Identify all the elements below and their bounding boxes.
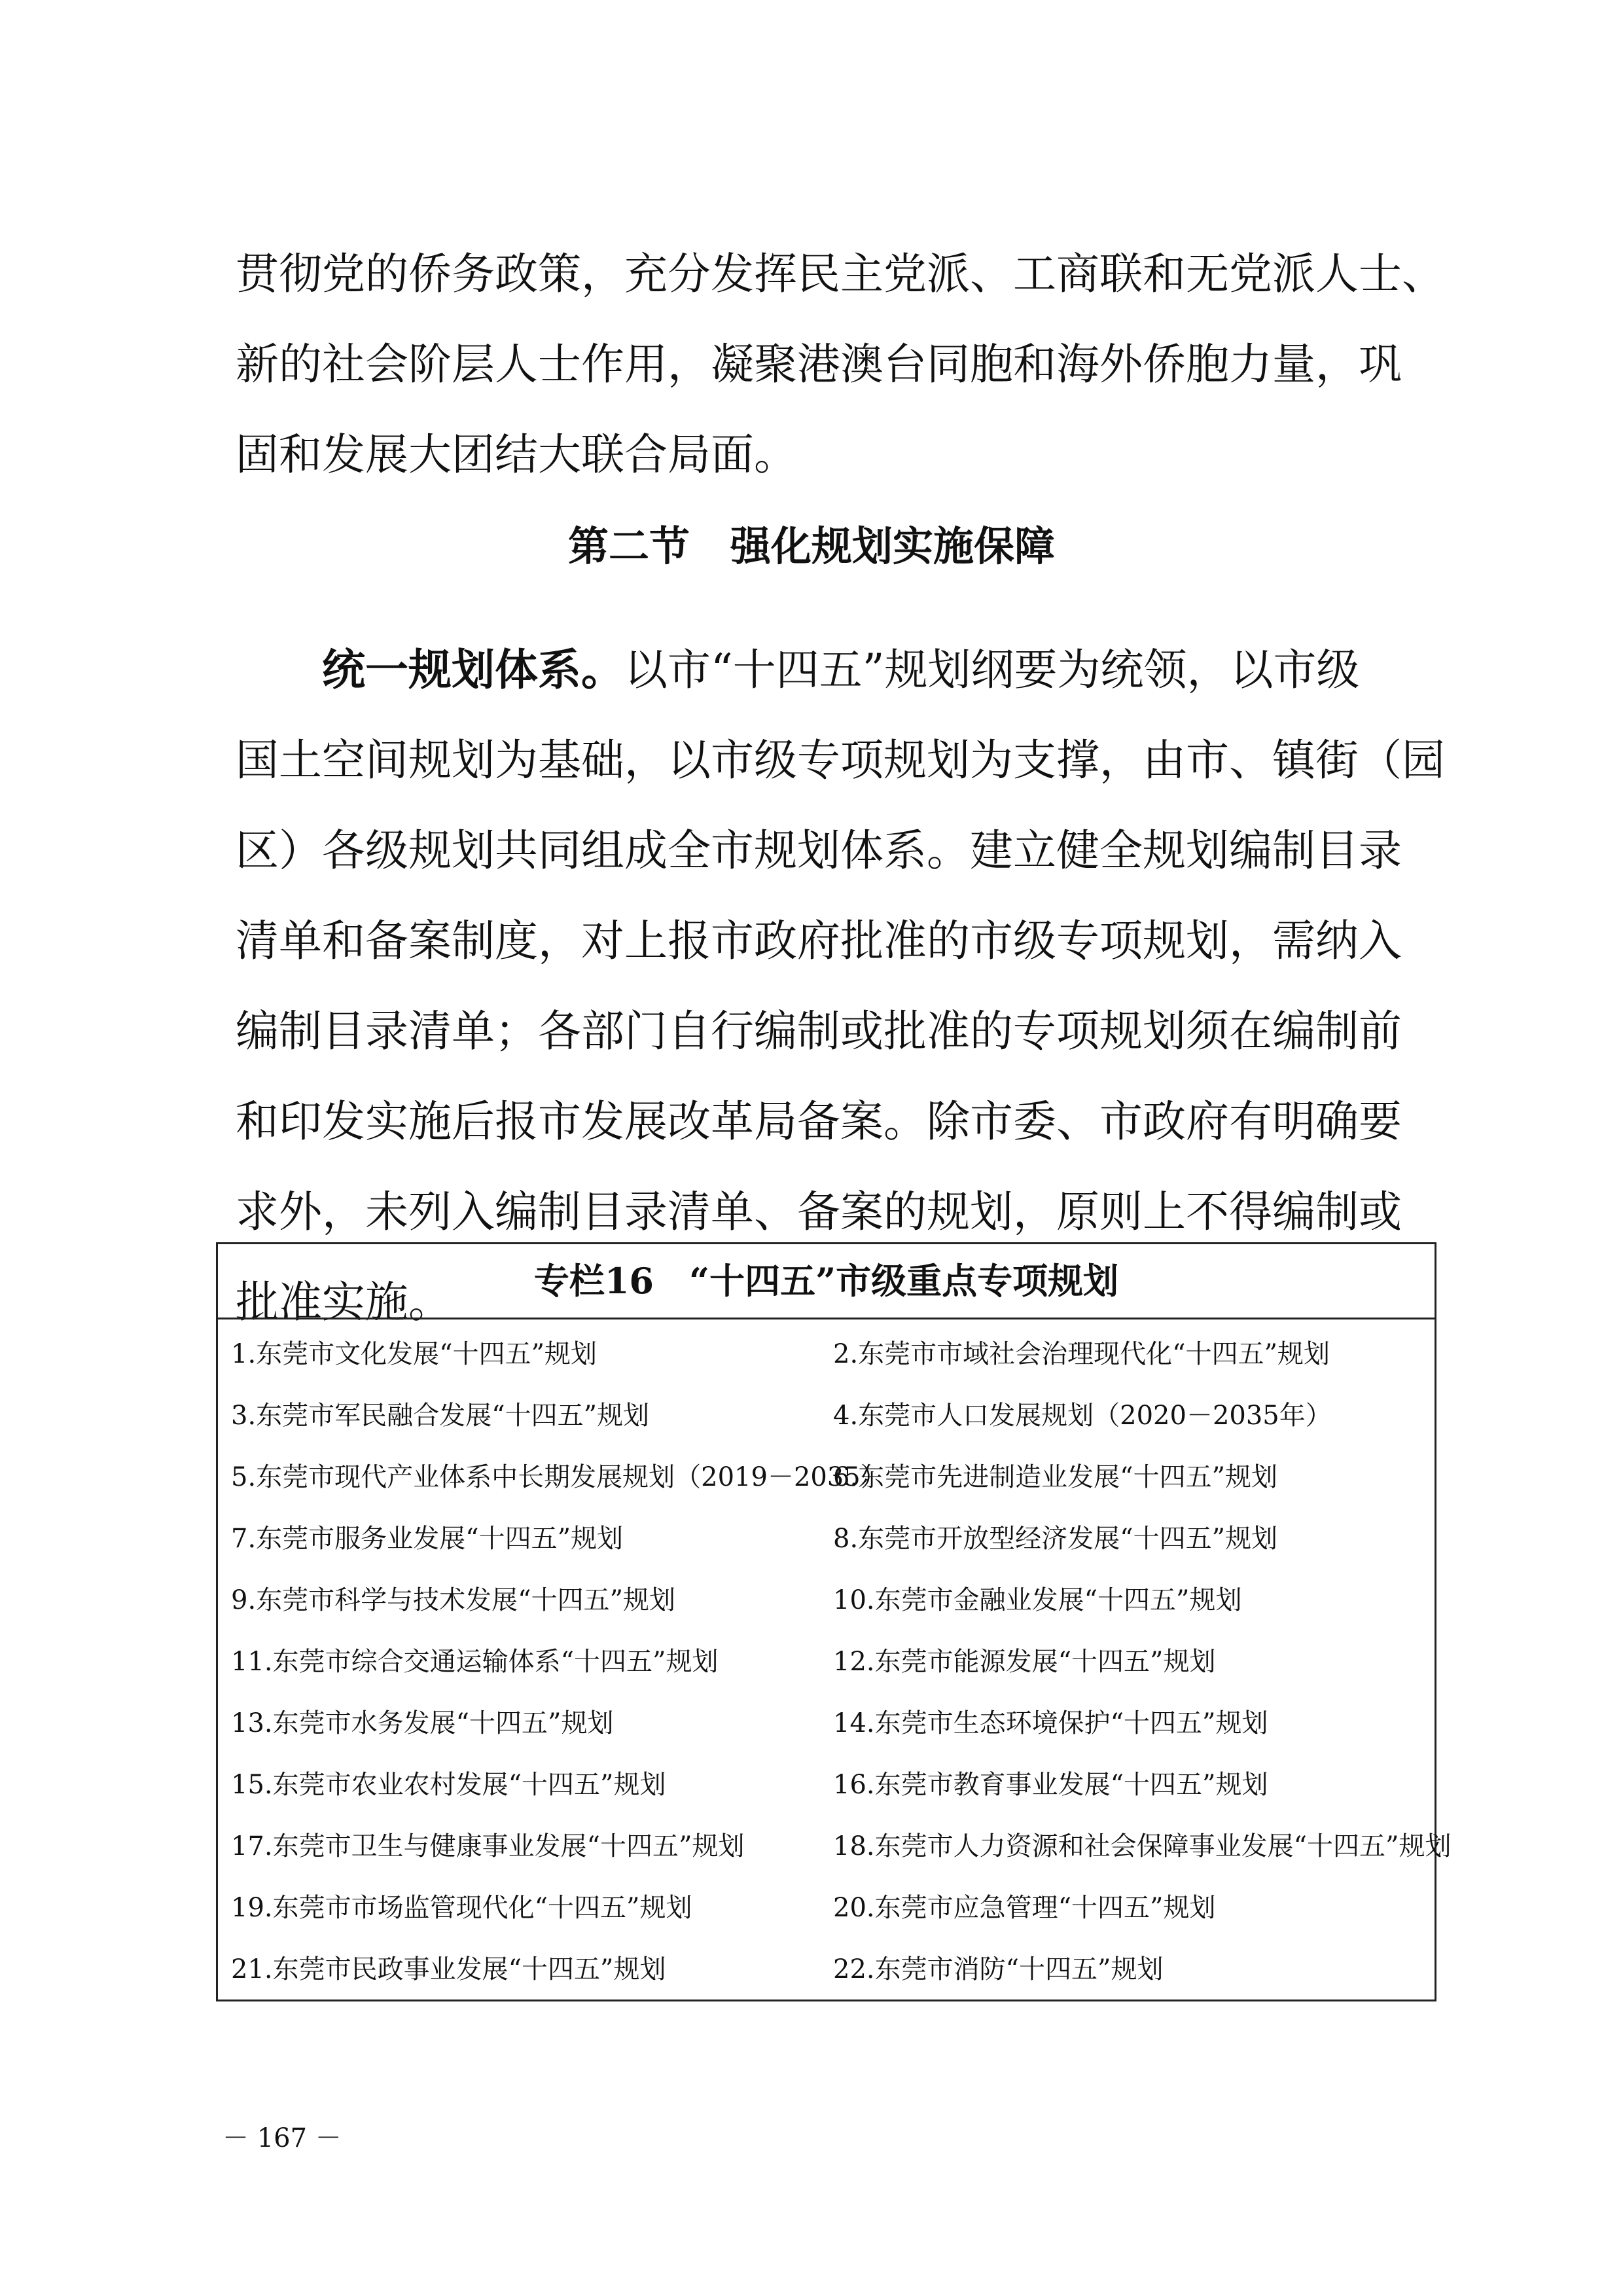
plan-item: 14.东莞市生态环境保护“十四五”规划 bbox=[833, 1708, 1268, 1738]
paragraph-united-front bbox=[236, 229, 1445, 500]
plan-item: 8.东莞市开放型经济发展“十四五”规划 bbox=[833, 1524, 1278, 1554]
plan-item: 2.东莞市市域社会治理现代化“十四五”规划 bbox=[833, 1339, 1330, 1369]
plan-item: 4.东莞市人口发展规划（2020－2035年） bbox=[833, 1401, 1332, 1431]
plan-item: 13.东莞市水务发展“十四五”规划 bbox=[231, 1708, 614, 1738]
plan-item: 10.东莞市金融业发展“十四五”规划 bbox=[833, 1585, 1242, 1615]
text-line-rest: 以市“十四五”规划纲要为统领，以市级 bbox=[624, 645, 1360, 695]
page-number: － 167 － bbox=[223, 2123, 342, 2153]
text-line: 区）各级规划共同组成全市规划体系。建立健全规划编制目录 bbox=[236, 825, 1402, 876]
paragraph-lead: 统一规划体系。 bbox=[322, 645, 624, 695]
plan-item: 19.东莞市市场监管现代化“十四五”规划 bbox=[231, 1893, 692, 1923]
text-line bbox=[236, 625, 1387, 715]
paragraph-planning-system bbox=[236, 625, 1445, 1348]
plan-item: 20.东莞市应急管理“十四五”规划 bbox=[833, 1893, 1216, 1923]
text-line: 国土空间规划为基础，以市级专项规划为支撑，由市、镇街（园 bbox=[236, 735, 1445, 785]
text-line: 固和发展大团结大联合局面。 bbox=[236, 429, 797, 480]
plan-item: 9.东莞市科学与技术发展“十四五”规划 bbox=[231, 1585, 676, 1615]
plan-item: 22.东莞市消防“十四五”规划 bbox=[833, 1954, 1164, 1984]
plan-item: 11.东莞市综合交通运输体系“十四五”规划 bbox=[231, 1647, 719, 1677]
plan-item: 3.东莞市军民融合发展“十四五”规划 bbox=[231, 1401, 650, 1431]
plan-item: 21.东莞市民政事业发展“十四五”规划 bbox=[231, 1954, 666, 1984]
text-line: 新的社会阶层人士作用，凝聚港澳台同胞和海外侨胞力量，巩 bbox=[236, 339, 1402, 389]
text-line: 和印发实施后报市发展改革局备案。除市委、市政府有明确要 bbox=[236, 1096, 1402, 1147]
text-line: 批准实施。 bbox=[236, 1277, 452, 1327]
plan-item: 18.东莞市人力资源和社会保障事业发展“十四五”规划 bbox=[833, 1831, 1452, 1861]
text-line: 贯彻党的侨务政策，充分发挥民主党派、工商联和无党派人士、 bbox=[236, 249, 1445, 299]
plan-item: 5.东莞市现代产业体系中长期发展规划（2019－2035） bbox=[231, 1462, 887, 1492]
section-title: 第二节 强化规划实施保障 bbox=[567, 522, 1055, 570]
plan-item: 1.东莞市文化发展“十四五”规划 bbox=[231, 1339, 597, 1369]
text-line: 编制目录清单；各部门自行编制或批准的专项规划须在编制前 bbox=[236, 1006, 1402, 1056]
box-title: 专栏16 “十四五”市级重点专项规划 bbox=[218, 1244, 1435, 1319]
plan-item: 7.东莞市服务业发展“十四五”规划 bbox=[231, 1524, 624, 1554]
plan-item: 12.东莞市能源发展“十四五”规划 bbox=[833, 1647, 1216, 1677]
plan-item: 6.东莞市先进制造业发展“十四五”规划 bbox=[833, 1462, 1278, 1492]
plan-item: 16.东莞市教育事业发展“十四五”规划 bbox=[833, 1770, 1268, 1800]
plan-item: 15.东莞市农业农村发展“十四五”规划 bbox=[231, 1770, 666, 1800]
column-box-key-plans bbox=[216, 1242, 1452, 2001]
plan-item: 17.东莞市卫生与健康事业发展“十四五”规划 bbox=[231, 1831, 745, 1861]
text-line: 求外，未列入编制目录清单、备案的规划，原则上不得编制或 bbox=[236, 1187, 1402, 1237]
text-line: 清单和备案制度，对上报市政府批准的市级专项规划，需纳入 bbox=[236, 916, 1402, 966]
plan-list bbox=[218, 1319, 1452, 2000]
